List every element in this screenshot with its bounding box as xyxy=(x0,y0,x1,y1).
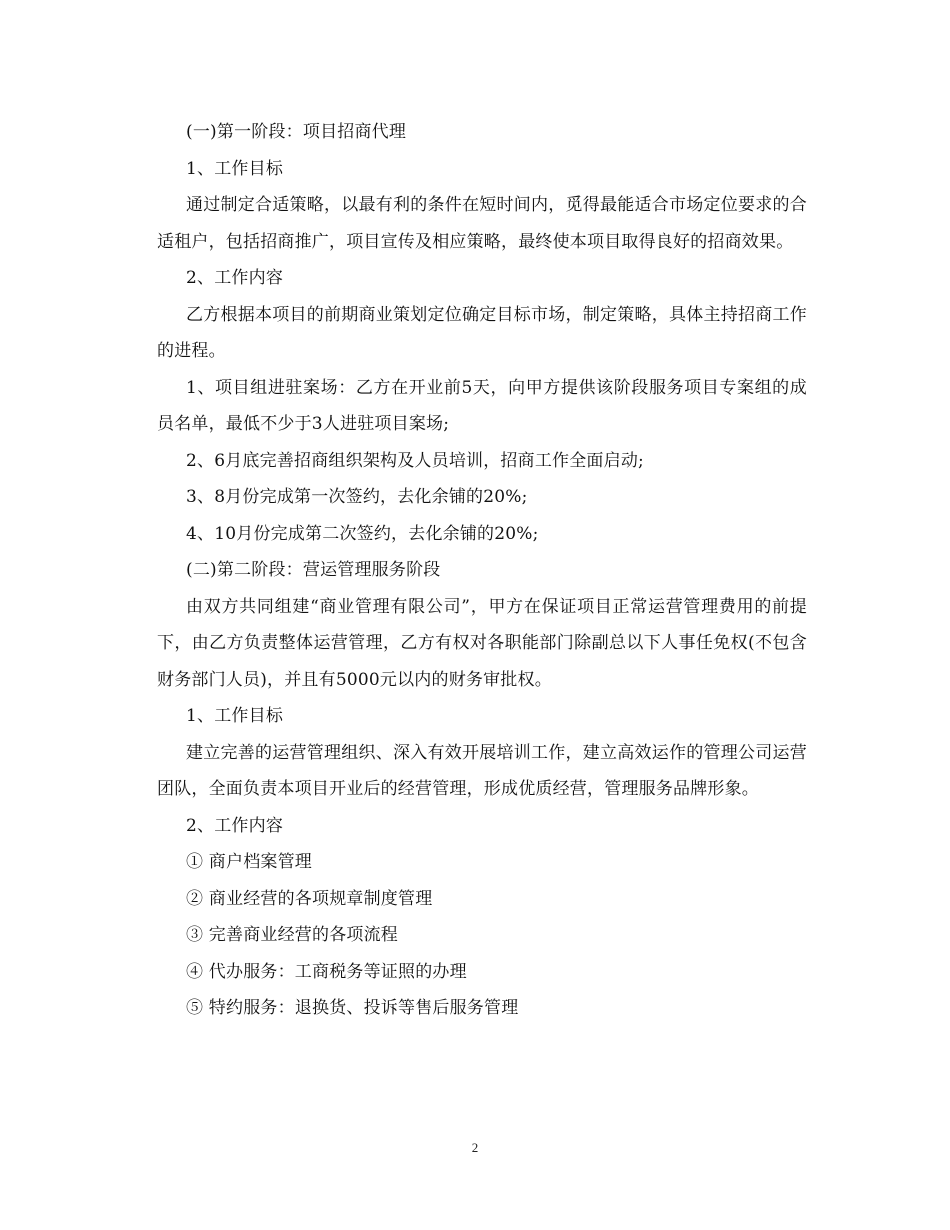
list-item: ① 商户档案管理 xyxy=(186,852,313,872)
list-item: ⑤ 特约服务：退换货、投诉等售后服务管理 xyxy=(186,998,519,1018)
document-body xyxy=(157,114,807,1027)
paragraph-work-goal: 建立完善的运营管理组织、深入有效开展培训工作，建立高效运作的管理公司运营团队，全面负责本项目开业后的经营管理，形成优质经营，管理服务品牌形象。 xyxy=(157,742,807,799)
section-heading-phase-2: (二)第二阶段：营运管理服务阶段 xyxy=(186,560,441,580)
page-number: 2 xyxy=(471,1140,479,1155)
subheading-work-goal: 1、工作目标 xyxy=(186,706,284,726)
list-item: ② 商业经营的各项规章制度管理 xyxy=(186,888,433,909)
paragraph-work-content: 乙方根据本项目的前期商业策划定位确定目标市场，制定策略，具体主持招商工作的进程。 xyxy=(157,304,807,361)
list-item: ④ 代办服务：工商税务等证照的办理 xyxy=(186,961,467,982)
paragraph-work-goal: 通过制定合适策略，以最有利的条件在短时间内，觅得最能适合市场定位要求的合适租户，包括招商推广，项目宣传及相应策略，最终使本项目取得良好的招商效果。 xyxy=(157,195,807,252)
list-item: 4、10月份完成第二次签约，去化余铺的20%; xyxy=(186,523,539,544)
list-item: 2、6月底完善招商组织架构及人员培训，招商工作全面启动; xyxy=(186,450,644,471)
list-item: 3、8月份完成第一次签约，去化余铺的20%; xyxy=(186,487,528,507)
subheading-work-content: 2、工作内容 xyxy=(186,815,284,836)
subheading-work-content: 2、工作内容 xyxy=(186,268,284,288)
list-item: ③ 完善商业经营的各项流程 xyxy=(186,925,399,945)
paragraph-phase-2-intro: 由双方共同组建“商业管理有限公司”，甲方在保证项目正常运营管理费用的前提下，由乙方负责整体运营管理，乙方有权对各职能部门除副总以下人事任免权(不包含财务部门人员)，并且有5000元以内的财务审批权。 xyxy=(157,596,807,690)
section-heading-phase-1: (一)第一阶段：项目招商代理 xyxy=(186,122,407,142)
subheading-work-goal: 1、工作目标 xyxy=(186,158,284,179)
list-item: 1、项目组进驻案场：乙方在开业前5天，向甲方提供该阶段服务项目专案组的成员名单，最低不少于3人进驻项目案场; xyxy=(157,377,807,434)
